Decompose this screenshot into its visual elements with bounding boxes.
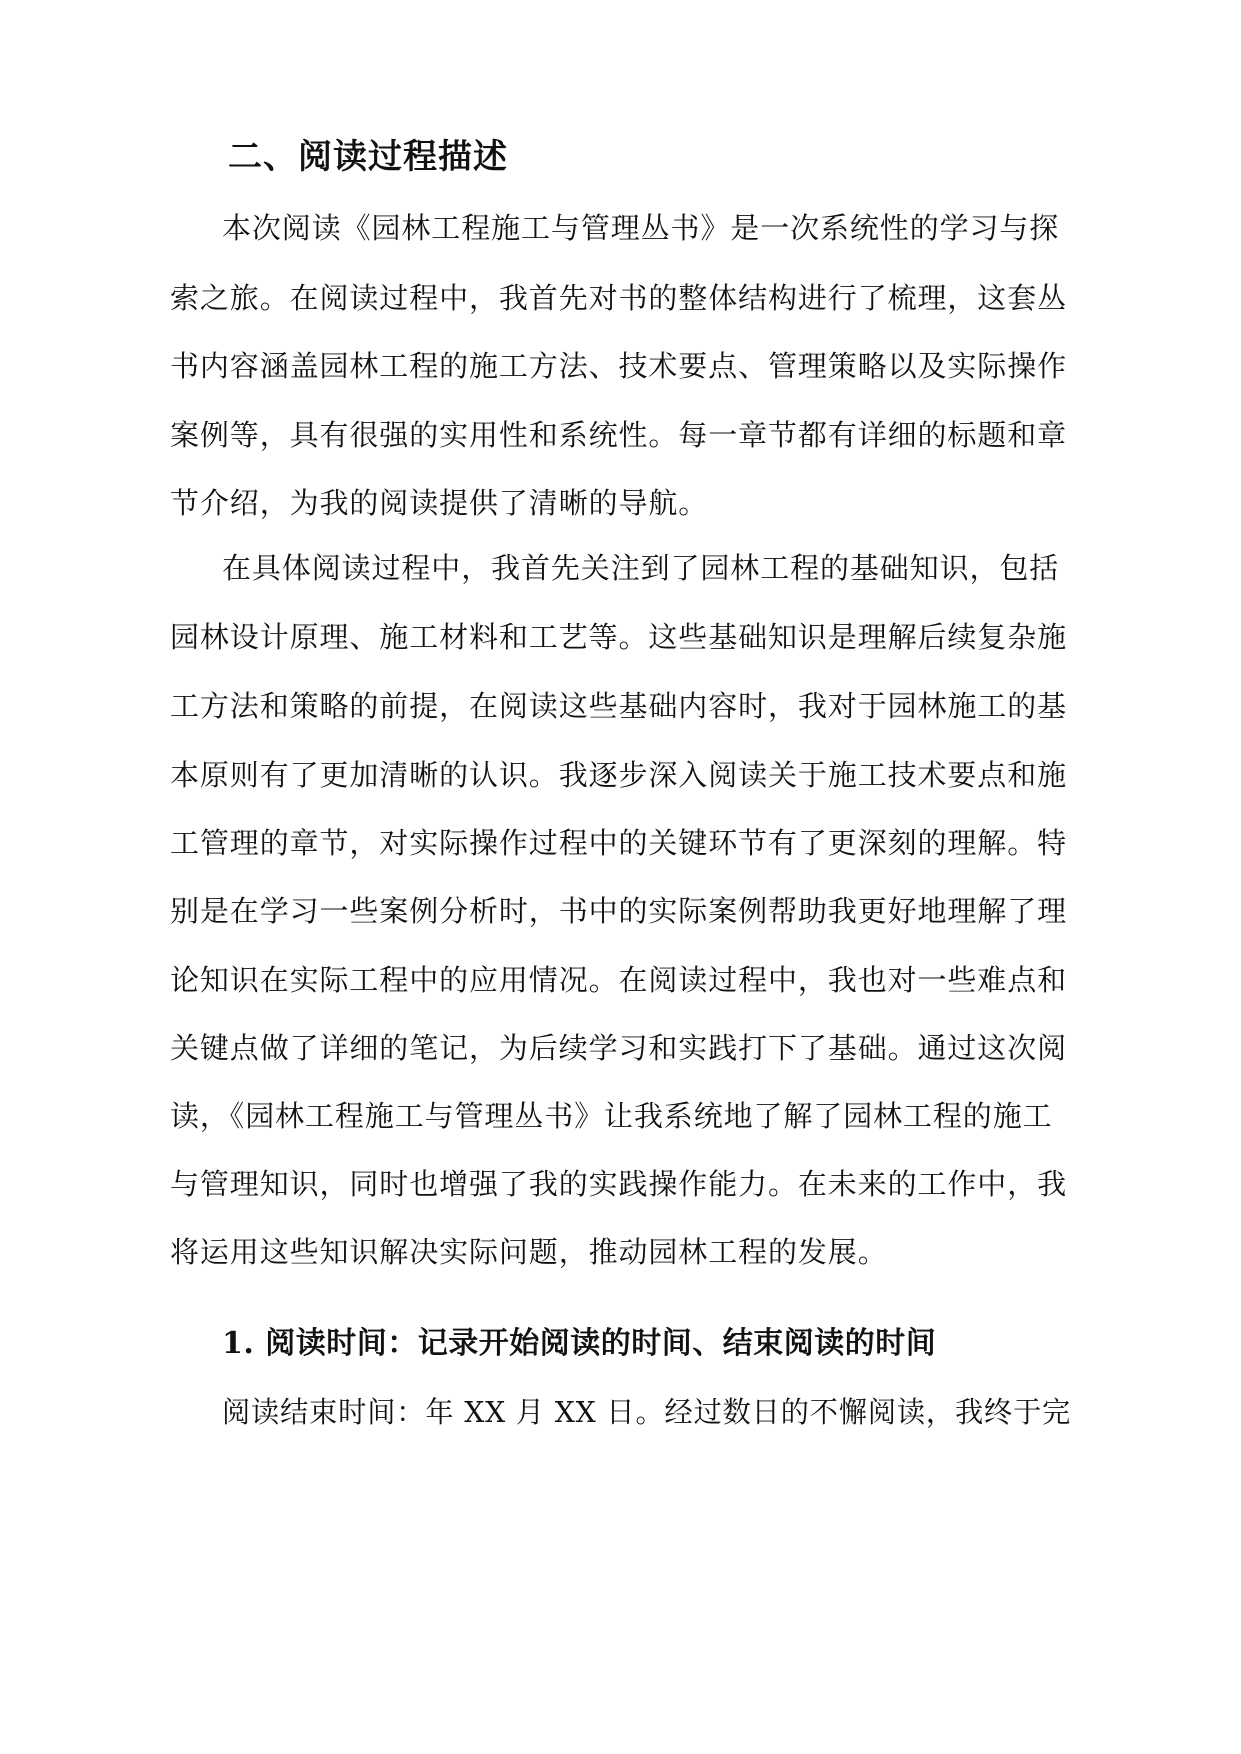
paragraph-2-line-6: 别是在学习一些案例分析时，书中的实际案例帮助我更好地理解了理 (170, 894, 1068, 928)
paragraph-1-line-1: 本次阅读《园林工程施工与管理丛书》是一次系统性的学习与探 (222, 211, 1060, 245)
paragraph-2-line-7: 论知识在实际工程中的应用情况。在阅读过程中，我也对一些难点和 (170, 963, 1068, 997)
paragraph-2-line-11: 将运用这些知识解决实际问题，推动园林工程的发展。 (170, 1235, 888, 1269)
reading-end-time-line: 阅读结束时间：年 XX 月 XX 日。经过数日的不懈阅读，我终于完 (222, 1395, 1072, 1429)
paragraph-2-line-3: 工方法和策略的前提，在阅读这些基础内容时，我对于园林施工的基 (170, 689, 1068, 723)
paragraph-2-line-4: 本原则有了更加清晰的认识。我逐步深入阅读关于施工技术要点和施 (170, 758, 1068, 792)
paragraph-1-line-3: 书内容涵盖园林工程的施工方法、技术要点、管理策略以及实际操作 (170, 349, 1068, 383)
paragraph-2-line-2: 园林设计原理、施工材料和工艺等。这些基础知识是理解后续复杂施 (170, 620, 1068, 654)
paragraph-2-line-10: 与管理知识，同时也增强了我的实践操作能力。在未来的工作中，我 (170, 1167, 1068, 1201)
paragraph-1-line-5: 节介绍，为我的阅读提供了清晰的导航。 (170, 486, 709, 520)
paragraph-2-line-9: 读，《园林工程施工与管理丛书》让我系统地了解了园林工程的施工 (170, 1099, 1053, 1133)
paragraph-1-line-2: 索之旅。在阅读过程中，我首先对书的整体结构进行了梳理，这套丛 (170, 281, 1068, 315)
paragraph-1-line-4: 案例等，具有很强的实用性和系统性。每一章节都有详细的标题和章 (170, 418, 1068, 452)
paragraph-2-line-1: 在具体阅读过程中，我首先关注到了园林工程的基础知识，包括 (222, 551, 1060, 585)
paragraph-2-line-5: 工管理的章节，对实际操作过程中的关键环节有了更深刻的理解。特 (170, 826, 1068, 860)
subheading-reading-time: 1. 阅读时间：记录开始阅读的时间、结束阅读的时间 (222, 1326, 937, 1361)
section-heading: 二、阅读过程描述 (228, 137, 508, 177)
paragraph-2-line-8: 关键点做了详细的笔记，为后续学习和实践打下了基础。通过这次阅 (170, 1031, 1068, 1065)
